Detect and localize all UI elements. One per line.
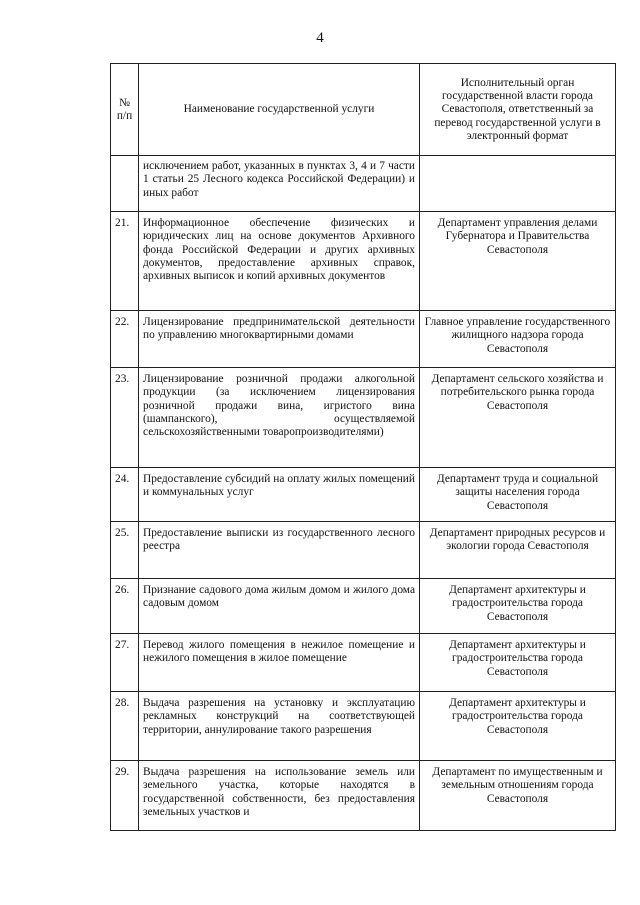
table-row: [111, 634, 616, 692]
service-name: Предоставление выписки из государственного лесного реестра: [139, 522, 420, 579]
responsible-organ: [420, 156, 616, 212]
service-name: Признание садового дома жилым домом и жилого дома садовым домом: [139, 579, 420, 634]
responsible-organ: Департамент архитектуры и градостроительства города Севастополя: [420, 579, 616, 634]
table-row: [111, 692, 616, 761]
service-name: Предоставление субсидий на оплату жилых помещений и коммунальных услуг: [139, 468, 420, 522]
responsible-organ: Департамент сельского хозяйства и потребительского рынка города Севастополя: [420, 368, 616, 468]
row-number: 29.: [111, 761, 139, 831]
table-row: [111, 761, 616, 831]
row-number: 26.: [111, 579, 139, 634]
table-row: [111, 468, 616, 522]
service-name: Лицензирование предпринимательской деятельности по управлению многоквартирными домами: [139, 311, 420, 368]
header-responsible-organ: Исполнительный орган государственной власти города Севастополя, ответственный за перевод государственной услуги в электронный формат: [420, 64, 616, 156]
service-name: Выдача разрешения на установку и эксплуатацию рекламных конструкций на соответствующей территории, аннулирование такого разрешения: [139, 692, 420, 761]
service-name: Перевод жилого помещения в нежилое помещение и нежилого помещения в жилое помещение: [139, 634, 420, 692]
table-row: [111, 156, 616, 212]
services-table: [110, 63, 616, 831]
responsible-organ: Департамент труда и социальной защиты населения города Севастополя: [420, 468, 616, 522]
header-service-name: Наименование государственной услуги: [139, 64, 420, 156]
row-number: 24.: [111, 468, 139, 522]
table-row: [111, 368, 616, 468]
header-number: № п/п: [111, 64, 139, 156]
service-name: Информационное обеспечение физических и юридических лиц на основе документов Архивного фонда Российской Федерации и других архивных документов, предоставление архивных справок, архивных выписок и копий архивных документов: [139, 212, 420, 311]
responsible-organ: Департамент архитектуры и градостроительства города Севастополя: [420, 634, 616, 692]
service-name: Лицензирование розничной продажи алкогольной продукции (за исключением лицензирования розничной продажи вина, игристого вина (шампанского), осуществляемой сельскохозяйственными товаропроизводителями): [139, 368, 420, 468]
service-name: исключением работ, указанных в пунктах 3, 4 и 7 части 1 статьи 25 Лесного кодекса Российской Федерации) и иных работ: [139, 156, 420, 212]
row-number: 22.: [111, 311, 139, 368]
responsible-organ: Департамент архитектуры и градостроительства города Севастополя: [420, 692, 616, 761]
row-number: 28.: [111, 692, 139, 761]
page-number: 4: [316, 30, 324, 46]
row-number: 21.: [111, 212, 139, 311]
table-row: [111, 579, 616, 634]
table-row: [111, 311, 616, 368]
row-number: 25.: [111, 522, 139, 579]
table-row: [111, 212, 616, 311]
service-name: Выдача разрешения на использование земель или земельного участка, которые находятся в государственной собственности, без предоставления земельных участков и: [139, 761, 420, 831]
row-number: 23.: [111, 368, 139, 468]
row-number: [111, 156, 139, 212]
responsible-organ: Департамент природных ресурсов и экологии города Севастополя: [420, 522, 616, 579]
responsible-organ: Департамент по имущественным и земельным отношениям города Севастополя: [420, 761, 616, 831]
table-header-row: [111, 64, 616, 156]
responsible-organ: Департамент управления делами Губернатора и Правительства Севастополя: [420, 212, 616, 311]
row-number: 27.: [111, 634, 139, 692]
table-row: [111, 522, 616, 579]
responsible-organ: Главное управление государственного жилищного надзора города Севастополя: [420, 311, 616, 368]
